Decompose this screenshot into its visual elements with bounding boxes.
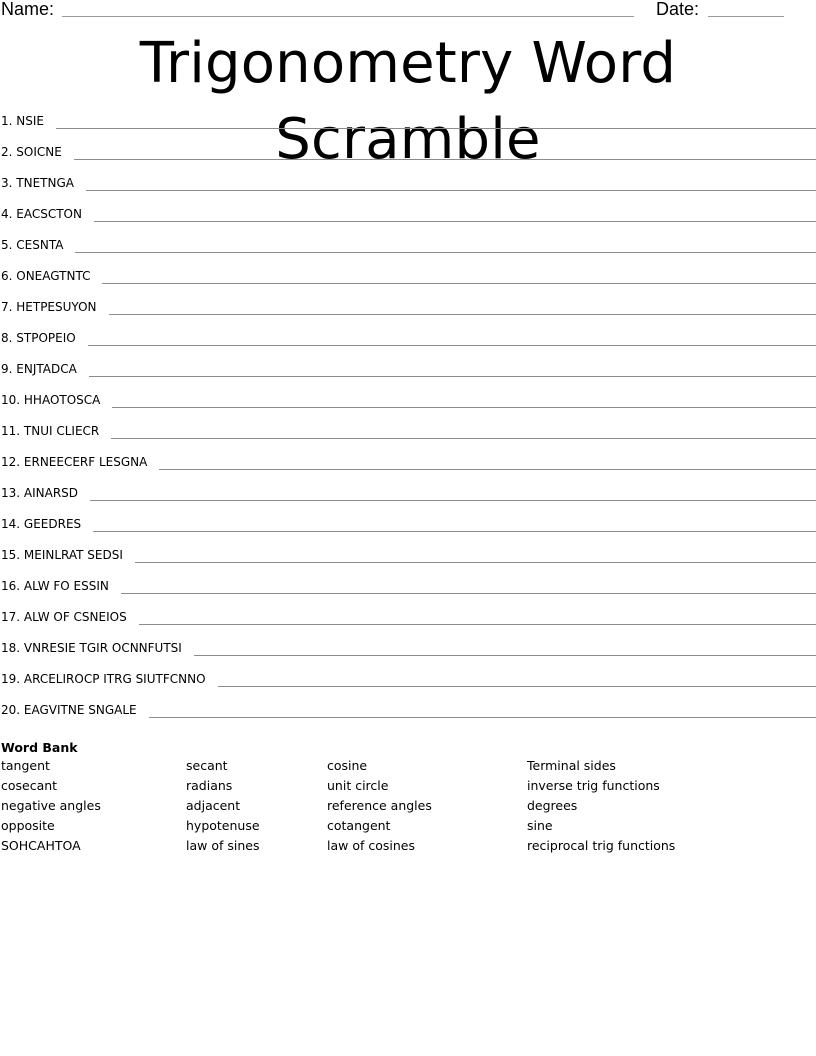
- answer-line[interactable]: [102, 283, 816, 284]
- answer-line[interactable]: [56, 128, 816, 129]
- answer-line[interactable]: [88, 345, 816, 346]
- scrambled-word: 17. ALW OF CSNEIOS: [1, 610, 127, 624]
- date-field-line[interactable]: [708, 16, 784, 17]
- word-bank-word: law of sines: [186, 838, 260, 853]
- scramble-item: [0, 265, 816, 296]
- scrambled-word: 7. HETPESUYON: [1, 300, 97, 314]
- answer-line[interactable]: [121, 593, 816, 594]
- scramble-item: [0, 699, 816, 730]
- scrambled-word: 16. ALW FO ESSIN: [1, 579, 109, 593]
- word-bank-word: unit circle: [327, 778, 389, 793]
- answer-line[interactable]: [109, 314, 816, 315]
- scrambled-word: 14. GEEDRES: [1, 517, 82, 531]
- answer-line[interactable]: [218, 686, 816, 687]
- word-bank: [0, 740, 816, 856]
- word-bank-word: radians: [186, 778, 233, 793]
- scramble-item: [0, 141, 816, 172]
- header: [0, 0, 816, 22]
- word-bank-word: law of cosines: [327, 838, 415, 853]
- answer-line[interactable]: [111, 438, 816, 439]
- word-bank-word: reciprocal trig functions: [527, 838, 676, 853]
- scramble-item: [0, 358, 816, 389]
- scrambled-word: 5. CESNTA: [1, 238, 64, 252]
- answer-line[interactable]: [89, 376, 816, 377]
- word-bank-word: secant: [186, 758, 228, 773]
- scrambled-word: 20. EAGVITNE SNGALE: [1, 703, 137, 717]
- answer-line[interactable]: [112, 407, 816, 408]
- answer-line[interactable]: [94, 221, 816, 222]
- word-bank-word: cosecant: [1, 778, 58, 793]
- scramble-item: [0, 327, 816, 358]
- word-bank-title: Word Bank: [1, 740, 78, 755]
- scramble-item: [0, 606, 816, 637]
- answer-line[interactable]: [90, 500, 816, 501]
- scrambled-word: 8. STPOPEIO: [1, 331, 76, 345]
- scrambled-word: 4. EACSCTON: [1, 207, 82, 221]
- answer-line[interactable]: [149, 717, 816, 718]
- scramble-item: [0, 296, 816, 327]
- scrambled-word: 18. VNRESIE TGIR OCNNFUTSI: [1, 641, 182, 655]
- scrambled-word: 13. AINARSD: [1, 486, 79, 500]
- word-bank-word: sine: [527, 818, 553, 833]
- scrambled-word: 2. SOICNE: [1, 145, 62, 159]
- word-bank-word: cotangent: [327, 818, 391, 833]
- scramble-item: [0, 482, 816, 513]
- scramble-item: [0, 110, 816, 141]
- word-bank-word: adjacent: [186, 798, 241, 813]
- scramble-list: [0, 110, 816, 730]
- word-bank-word: SOHCAHTOA: [1, 838, 81, 853]
- date-label: Date:: [656, 0, 700, 19]
- answer-line[interactable]: [75, 252, 816, 253]
- word-bank-word: cosine: [327, 758, 368, 773]
- answer-line[interactable]: [93, 531, 816, 532]
- scrambled-word: 6. ONEAGTNTC: [1, 269, 91, 283]
- word-bank-grid: [0, 756, 816, 856]
- scramble-item: [0, 234, 816, 265]
- scrambled-word: 12. ERNEECERF LESGNA: [1, 455, 148, 469]
- answer-line[interactable]: [159, 469, 816, 470]
- answer-line[interactable]: [74, 159, 816, 160]
- word-bank-word: hypotenuse: [186, 818, 260, 833]
- answer-line[interactable]: [135, 562, 816, 563]
- scramble-item: [0, 451, 816, 482]
- scramble-item: [0, 637, 816, 668]
- scramble-item: [0, 172, 816, 203]
- word-bank-word: Terminal sides: [527, 758, 616, 773]
- word-bank-word: tangent: [1, 758, 50, 773]
- scramble-item: [0, 668, 816, 699]
- scrambled-word: 19. ARCELIROCP ITRG SIUTFCNNO: [1, 672, 206, 686]
- scramble-item: [0, 389, 816, 420]
- scrambled-word: 11. TNUI CLIECR: [1, 424, 100, 438]
- scrambled-word: 3. TNETNGA: [1, 176, 74, 190]
- word-bank-word: negative angles: [1, 798, 101, 813]
- page-title: Trigonometry Word Scramble: [139, 31, 677, 172]
- scrambled-word: 10. HHAOTOSCA: [1, 393, 101, 407]
- scrambled-word: 15. MEINLRAT SEDSI: [1, 548, 123, 562]
- answer-line[interactable]: [86, 190, 816, 191]
- word-bank-word: inverse trig functions: [527, 778, 660, 793]
- scramble-item: [0, 420, 816, 451]
- scramble-item: [0, 203, 816, 234]
- name-field-line[interactable]: [62, 16, 634, 17]
- scramble-item: [0, 575, 816, 606]
- answer-line[interactable]: [139, 624, 816, 625]
- word-bank-word: degrees: [527, 798, 578, 813]
- scramble-item: [0, 513, 816, 544]
- scramble-item: [0, 544, 816, 575]
- scrambled-word: 9. ENJTADCA: [1, 362, 77, 376]
- answer-line[interactable]: [194, 655, 816, 656]
- word-bank-word: reference angles: [327, 798, 432, 813]
- name-label: Name:: [1, 0, 55, 19]
- word-bank-word: opposite: [1, 818, 55, 833]
- scrambled-word: 1. NSIE: [1, 114, 44, 128]
